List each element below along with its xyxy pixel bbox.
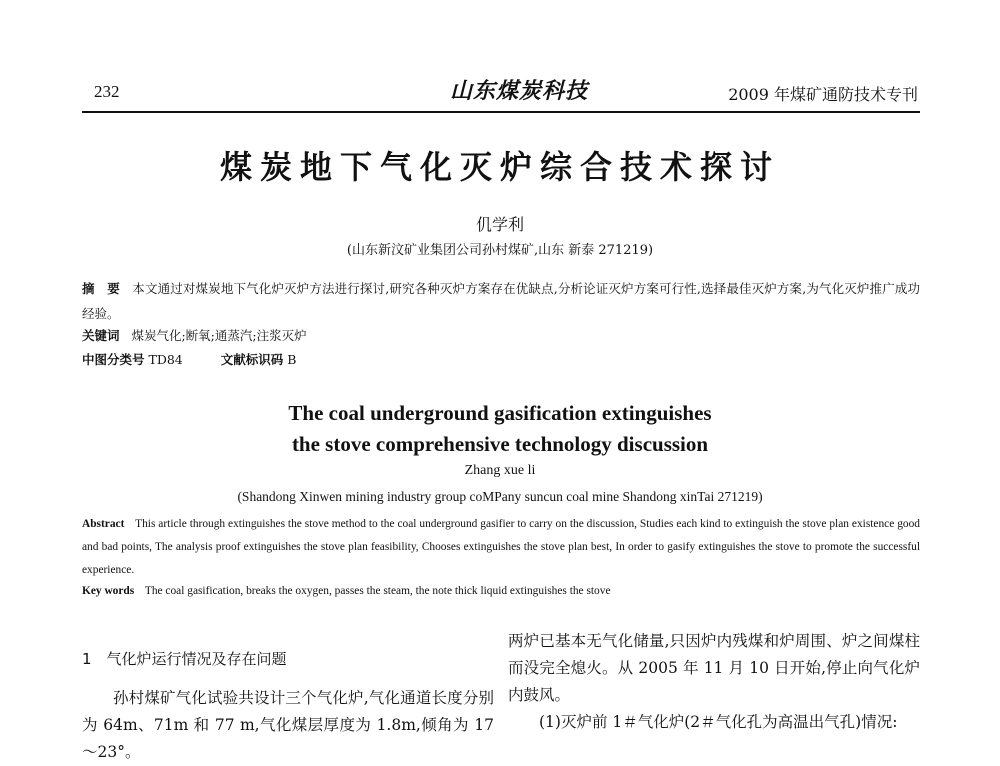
abstract-cn-label: 摘 要 (82, 281, 120, 296)
class-value: TD84 (148, 352, 183, 367)
abstract-cn (82, 276, 920, 326)
body-column-left (82, 628, 494, 766)
abstract-en-label: Abstract (82, 518, 125, 530)
body-column-right (508, 628, 920, 736)
keywords-cn-label: 关键词 (82, 328, 120, 343)
keywords-cn-text: 煤炭气化;断氧;通蒸汽;注浆灭炉 (131, 328, 307, 343)
author-en: Zhang xue li (464, 463, 536, 478)
keywords-en (82, 585, 920, 597)
body-paragraph: 孙村煤矿气化试验共设计三个气化炉,气化通道长度分别为 64m、71m 和 77 m,气化煤层厚度为 1.8m,倾角为 17～23°。 (82, 689, 494, 761)
issue-label: 2009 年煤矿通防技术专刊 (728, 85, 918, 104)
article-title-cn: 煤炭地下气化灭炉综合技术探讨 (219, 148, 780, 186)
abstract-en-text: This article through extinguishes the stove method to the coal underground gasifier to carry on the discussion, Studies each kind to extinguish the stove plan existence good and bad points, The analysis proof extinguishes the stove plan feasibility, Chooses extinguishes the stove plan best, In order to gasify extinguishes the stove to promote the successful experience. (82, 518, 920, 576)
page-number: 232 (94, 82, 120, 101)
class-label: 中图分类号 (82, 352, 145, 367)
body-paragraph: (1)灭炉前 1＃气化炉(2＃气化孔为高温出气孔)情况: (539, 713, 898, 731)
doc-code-label: 文献标识码 (220, 352, 284, 367)
abstract-cn-text: 本文通过对煤炭地下气化炉灭炉方法进行探讨,研究各种灭炉方案存在优缺点,分析论证灭炉方案可行性,选择最佳灭炉方案,为气化灭炉推广成功经验。 (82, 281, 920, 321)
affiliation-en: (Shandong Xinwen mining industry group coMPany suncun coal mine Shandong xinTai 271219) (237, 489, 763, 504)
doc-code-value: B (287, 352, 297, 367)
affiliation-cn: (山东新汶矿业集团公司孙村煤矿,山东 新泰 271219) (346, 243, 654, 258)
abstract-en (82, 513, 920, 582)
article-title-en-line2: the stove comprehensive technology discussion (291, 432, 709, 456)
keywords-en-text: The coal gasification, breaks the oxygen, passes the steam, the note thick liquid extinguishes the stove (144, 585, 611, 597)
classification-line (82, 350, 920, 368)
running-header (82, 74, 920, 110)
article-title-en-line1: The coal underground gasification extinguishes (288, 401, 712, 425)
section-heading: 1 气化炉运行情况及存在问题 (82, 650, 287, 668)
author-cn: 仉学利 (475, 215, 524, 234)
journal-name: 山东煤炭科技 (450, 78, 589, 104)
keywords-cn (82, 326, 920, 344)
body-paragraph: 两炉已基本无气化储量,只因炉内残煤和炉周围、炉之间煤柱而没完全熄火。从 2005 年 11 月 10 日开始,停止向气化炉内鼓风。 (508, 632, 920, 704)
keywords-en-label: Key words (82, 585, 135, 597)
header-rule (82, 111, 920, 113)
